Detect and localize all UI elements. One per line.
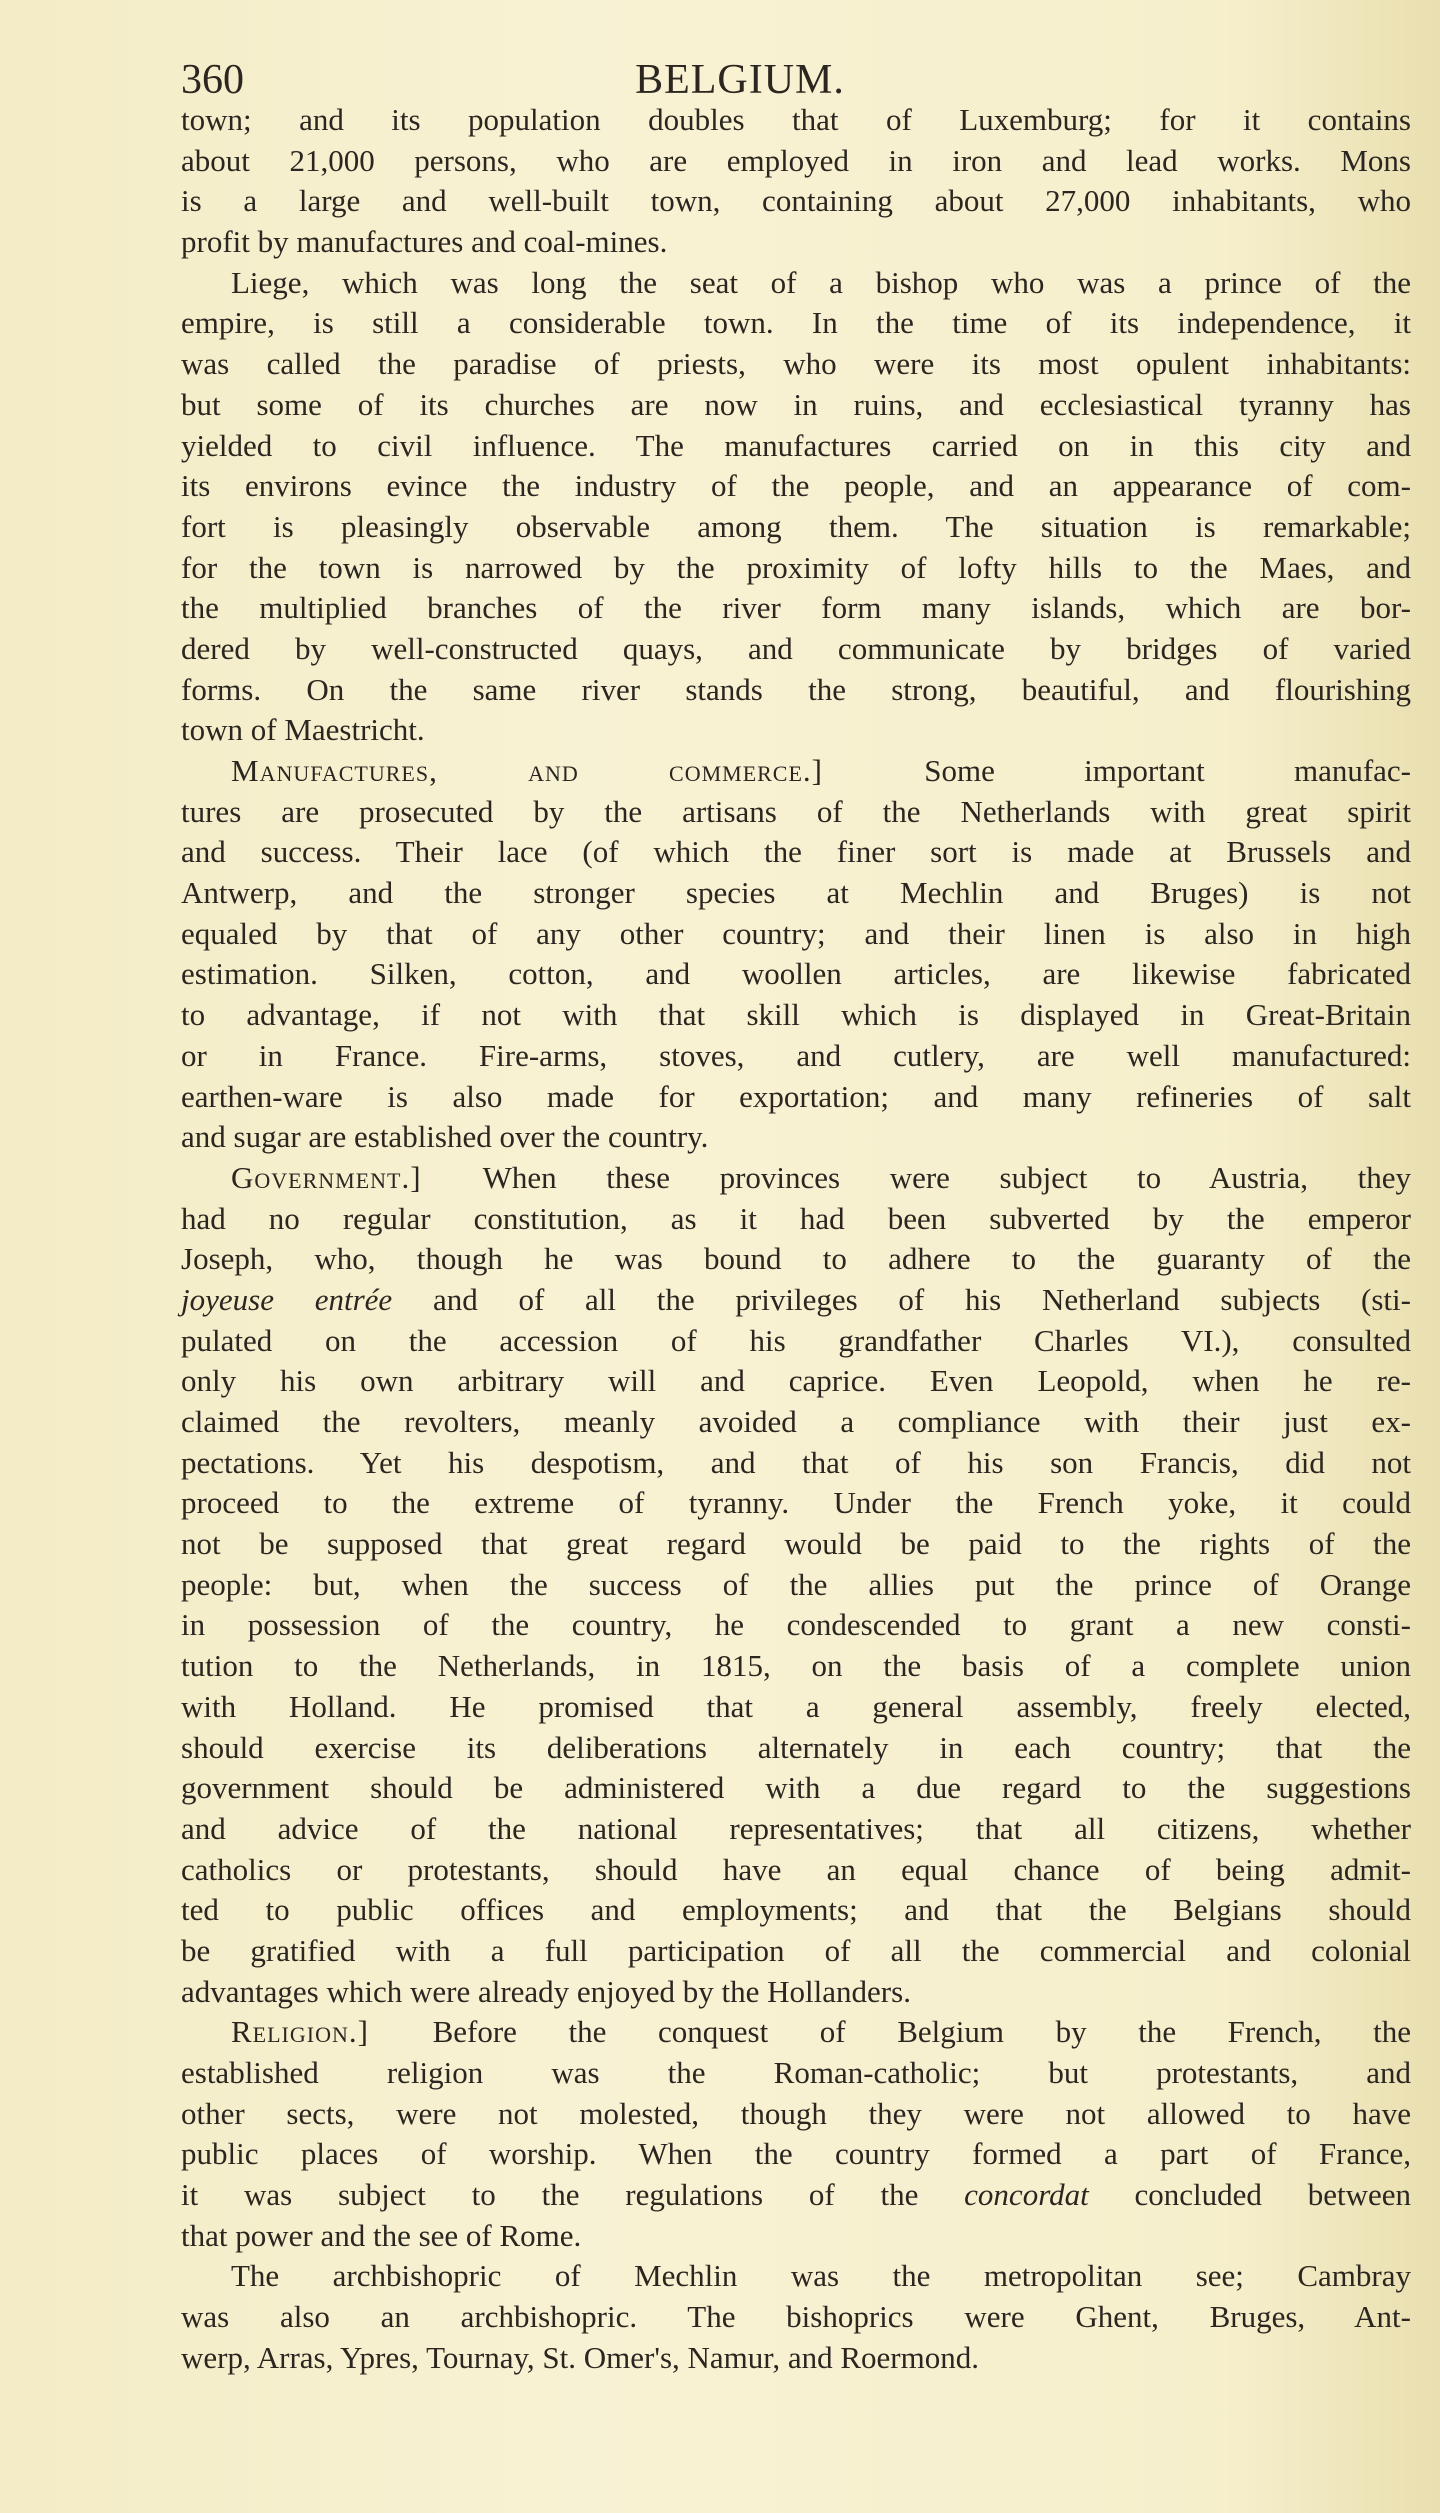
text-line [181, 670, 1411, 711]
text-line [181, 751, 1411, 792]
text-line [181, 222, 1411, 263]
text-line [181, 1117, 1411, 1158]
line-text: and sugar are established over the country. [181, 1119, 709, 1155]
text-line [181, 2175, 1411, 2216]
text-line [181, 2338, 1411, 2379]
section-heading: Government.] [231, 1159, 422, 1195]
text-line [181, 1280, 1411, 1321]
line-text: for the town is narrowed by the proximity of lofty hills to the Maes, and [181, 549, 1411, 585]
text-line [181, 588, 1411, 629]
text-line [181, 832, 1411, 873]
line-text: should exercise its deliberations alternately in each country; that the [181, 1729, 1411, 1765]
text-line [181, 1361, 1411, 1402]
line-text: concluded between [1134, 2177, 1412, 2213]
text-line [181, 1565, 1411, 1606]
text-line [181, 1402, 1411, 1443]
text-line [181, 548, 1411, 589]
text-line [181, 1239, 1411, 1280]
line-text: When these provinces were subject to Austria, they [482, 1159, 1411, 1195]
line-text: estimation. Silken, cotton, and woollen articles, are likewise fabricated [181, 956, 1411, 992]
line-text: is a large and well-built town, containing about 27,000 inhabitants, who [181, 183, 1411, 219]
line-text: Before the conquest of Belgium by the French, the [432, 2014, 1411, 2050]
text-line [181, 344, 1411, 385]
text-line [181, 507, 1411, 548]
line-text: pectations. Yet his despotism, and that of his son Francis, did not [181, 1444, 1411, 1480]
text-line [181, 2216, 1411, 2257]
line-text: catholics or protestants, should have an equal chance of being admit- [181, 1851, 1411, 1887]
line-text: pulated on the accession of his grandfather Charles VI.), consulted [181, 1322, 1411, 1358]
line-text: and of all the privileges of his Netherland subjects (sti- [432, 1281, 1411, 1317]
line-text: established religion was the Roman-catholic; but protestants, and [181, 2055, 1411, 2090]
text-line [181, 2094, 1411, 2135]
line-text: empire, is still a considerable town. In the time of its independence, it [181, 305, 1411, 341]
line-text: advantages which were already enjoyed by the Hollanders. [181, 1973, 911, 2009]
line-text: about 21,000 persons, who are employed in iron and lead works. Mons [181, 142, 1411, 178]
text-line [181, 1768, 1411, 1809]
text-line [181, 1646, 1411, 1687]
line-text: Antwerp, and the stronger species at Mechlin and Bruges) is not [181, 875, 1411, 911]
text-line [181, 385, 1411, 426]
line-text: public places of worship. When the country formed a part of France, [181, 2136, 1411, 2172]
line-text: and advice of the national representatives; that all citizens, whether [181, 1810, 1411, 1846]
text-line [181, 2134, 1411, 2175]
text-line [181, 1158, 1411, 1199]
line-text: people: but, when the success of the allies put the prince of Orange [181, 1566, 1411, 1602]
paragraph [181, 2012, 1411, 2256]
text-line [181, 995, 1411, 1036]
text-line [181, 710, 1411, 751]
line-text: or in France. Fire-arms, stoves, and cutlery, are well manufactured: [181, 1037, 1411, 1073]
line-text: equaled by that of any other country; and their linen is also in high [181, 915, 1411, 951]
line-text: had no regular constitution, as it had been subverted by the emperor [181, 1200, 1411, 1236]
text-line [181, 1850, 1411, 1891]
text-line [181, 1931, 1411, 1972]
line-text: Liege, which was long the seat of a bishop who was a prince of the [231, 264, 1411, 300]
line-text: it was subject to the regulations of the [181, 2177, 919, 2213]
line-text: in possession of the country, he condescended to grant a new consti- [181, 1607, 1411, 1643]
text-line [181, 792, 1411, 833]
text-line [181, 181, 1411, 222]
line-text: the multiplied branches of the river form many islands, which are bor- [181, 590, 1411, 626]
text-line [181, 914, 1411, 955]
text-line [181, 2297, 1411, 2338]
line-text: was also an archbishopric. The bishoprics were Ghent, Bruges, Ant- [181, 2299, 1411, 2335]
text-line [181, 1605, 1411, 1646]
line-text: forms. On the same river stands the strong, beautiful, and flourishing [181, 671, 1411, 707]
text-line [181, 426, 1411, 467]
text-line [181, 1199, 1411, 1240]
line-text: earthen-ware is also made for exportation; and many refineries of salt [181, 1078, 1411, 1114]
text-line [181, 1036, 1411, 1077]
line-text: was called the paradise of priests, who were its most opulent inhabitants: [181, 346, 1411, 382]
line-text: proceed to the extreme of tyranny. Under the French yoke, it could [181, 1485, 1411, 1521]
line-text: and success. Their lace (of which the finer sort is made at Brussels and [181, 834, 1411, 870]
paragraph [181, 263, 1411, 751]
line-text: town of Maestricht. [181, 712, 425, 748]
paragraph [181, 2256, 1411, 2378]
text-line [181, 466, 1411, 507]
line-text: yielded to civil influence. The manufactures carried on in this city and [181, 427, 1411, 463]
line-text: ted to public offices and employments; and that the Belgians should [181, 1892, 1411, 1928]
line-text: government should be administered with a due regard to the suggestions [181, 1770, 1411, 1806]
text-line [181, 1443, 1411, 1484]
text-line [181, 303, 1411, 344]
text-line [181, 629, 1411, 670]
body-text [181, 100, 1411, 2379]
text-line [181, 141, 1411, 182]
line-text: tution to the Netherlands, in 1815, on the basis of a complete union [181, 1648, 1411, 1684]
text-line [181, 1972, 1411, 2013]
section-heading: Manufactures, and commerce.] [231, 753, 823, 788]
line-text: dered by well-constructed quays, and communicate by bridges of varied [181, 630, 1411, 666]
paragraph [181, 100, 1411, 263]
text-line [181, 1890, 1411, 1931]
running-title: BELGIUM. [635, 57, 845, 103]
line-text: profit by manufactures and coal-mines. [181, 224, 668, 260]
text-line [181, 100, 1411, 141]
text-line [181, 2256, 1411, 2297]
line-text: its environs evince the industry of the people, and an appearance of com- [181, 468, 1411, 504]
line-text: tures are prosecuted by the artisans of the Netherlands with great spirit [181, 793, 1411, 829]
line-text: Some important manufac- [924, 753, 1412, 788]
text-line [181, 1809, 1411, 1850]
line-text: with Holland. He promised that a general assembly, freely elected, [181, 1688, 1411, 1724]
italic-phrase: concordat [964, 2177, 1089, 2213]
text-line [181, 1524, 1411, 1565]
italic-phrase: joyeuse entrée [181, 1281, 393, 1317]
line-text: that power and the see of Rome. [181, 2217, 582, 2253]
line-text: only his own arbitrary will and caprice. Even Leopold, when he re- [181, 1363, 1411, 1399]
text-line [181, 1687, 1411, 1728]
paragraph [181, 751, 1411, 1158]
text-line [181, 1077, 1411, 1118]
text-line [181, 1728, 1411, 1769]
line-text: other sects, were not molested, though they were not allowed to have [181, 2095, 1411, 2131]
text-line [181, 2053, 1411, 2094]
paragraph [181, 1158, 1411, 2012]
text-line [181, 954, 1411, 995]
text-line [181, 1483, 1411, 1524]
text-line [181, 263, 1411, 304]
line-text: Joseph, who, though he was bound to adhere to the guaranty of the [181, 1241, 1411, 1277]
text-line [181, 1321, 1411, 1362]
line-text: not be supposed that great regard would be paid to the rights of the [181, 1526, 1411, 1562]
section-heading: Religion.] [231, 2014, 369, 2050]
line-text: be gratified with a full participation of all the commercial and colonial [181, 1932, 1411, 1968]
line-text: town; and its population doubles that of Luxemburg; for it contains [181, 102, 1411, 137]
line-text: but some of its churches are now in ruins, and ecclesiastical tyranny has [181, 386, 1411, 422]
page-number: 360 [181, 57, 244, 103]
line-text: werp, Arras, Ypres, Tournay, St. Omer's, Namur, and Roermond. [181, 2339, 979, 2375]
line-text: The archbishopric of Mechlin was the metropolitan see; Cambray [231, 2258, 1411, 2294]
text-line [181, 873, 1411, 914]
line-text: claimed the revolters, meanly avoided a compliance with their just ex- [181, 1404, 1411, 1439]
line-text: fort is pleasingly observable among them. The situation is remarkable; [181, 508, 1411, 544]
text-line [181, 2012, 1411, 2053]
line-text: to advantage, if not with that skill which is displayed in Great-Britain [181, 997, 1411, 1033]
